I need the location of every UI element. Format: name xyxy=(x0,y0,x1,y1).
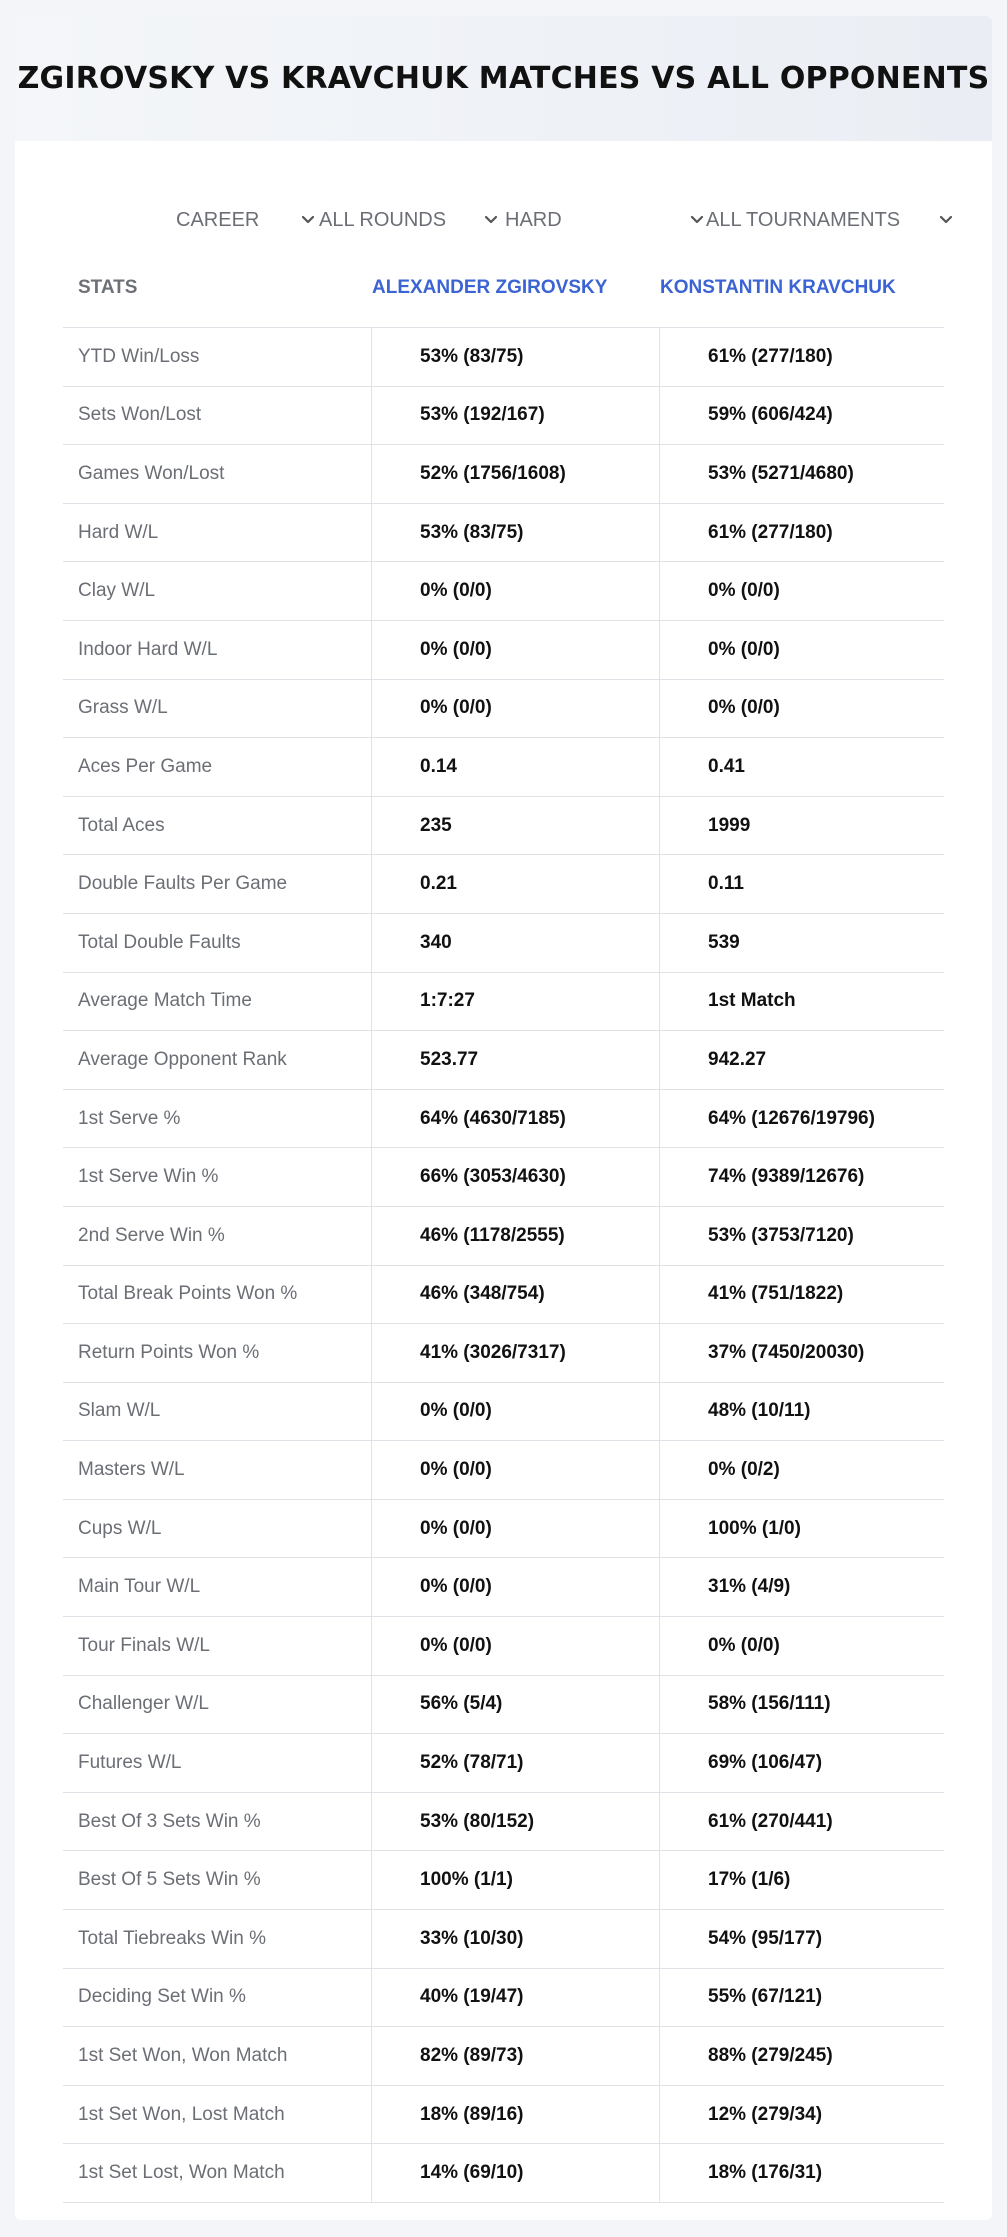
column-divider xyxy=(659,2027,660,2085)
column-divider xyxy=(659,328,660,386)
period-select[interactable] xyxy=(176,192,316,248)
stat-label: Best Of 5 Sets Win % xyxy=(78,1869,261,1891)
column-divider xyxy=(659,1266,660,1324)
column-divider xyxy=(659,1734,660,1792)
player1-value: 340 xyxy=(420,931,452,953)
column-divider xyxy=(371,445,372,503)
player2-value: 0% (0/2) xyxy=(708,1459,780,1481)
stat-label: Slam W/L xyxy=(78,1400,161,1422)
stat-label: Aces Per Game xyxy=(78,755,213,777)
player2-value: 100% (1/0) xyxy=(708,1517,801,1539)
player1-value: 56% (5/4) xyxy=(420,1693,503,1715)
column-divider xyxy=(659,1910,660,1968)
stat-label: Sets Won/Lost xyxy=(78,404,202,426)
table-row xyxy=(63,855,944,914)
stats-column-header: STATS xyxy=(78,277,138,298)
stat-label: YTD Win/Loss xyxy=(78,345,200,367)
column-divider xyxy=(371,1207,372,1265)
table-row xyxy=(63,328,944,387)
stat-label: 1st Set Lost, Won Match xyxy=(78,2162,285,2184)
player2-value: 59% (606/424) xyxy=(708,404,833,426)
table-row xyxy=(63,738,944,797)
player1-value: 52% (78/71) xyxy=(420,1752,524,1774)
tournaments-select[interactable] xyxy=(706,192,954,248)
column-divider xyxy=(659,1324,660,1382)
chevron-down-icon xyxy=(689,212,705,228)
chevron-down-icon xyxy=(483,212,499,228)
player1-value: 0% (0/0) xyxy=(420,1517,492,1539)
player2-value: 0% (0/0) xyxy=(708,1634,780,1656)
player1-value: 0% (0/0) xyxy=(420,1400,492,1422)
player1-value: 0.14 xyxy=(420,755,457,777)
column-divider xyxy=(371,1383,372,1441)
rounds-select-value: ALL ROUNDS xyxy=(319,208,447,231)
stat-label: 1st Set Won, Lost Match xyxy=(78,2103,285,2125)
player1-value: 40% (19/47) xyxy=(420,1986,524,2008)
player2-value: 55% (67/121) xyxy=(708,1986,823,2008)
stat-label: Best Of 3 Sets Win % xyxy=(78,1810,261,1832)
player1-value: 0% (0/0) xyxy=(420,580,492,602)
table-row xyxy=(63,1851,944,1910)
table-row xyxy=(63,914,944,973)
player2-value: 54% (95/177) xyxy=(708,1927,823,1949)
column-divider xyxy=(659,445,660,503)
stat-label: Total Aces xyxy=(78,814,165,836)
table-row xyxy=(63,1324,944,1383)
stat-label: Indoor Hard W/L xyxy=(78,638,218,660)
player2-value: 942.27 xyxy=(708,1048,767,1070)
column-divider xyxy=(371,2027,372,2085)
table-row xyxy=(63,1383,944,1442)
player1-value: 100% (1/1) xyxy=(420,1869,513,1891)
table-row xyxy=(63,1676,944,1735)
column-divider xyxy=(659,680,660,738)
player1-value: 41% (3026/7317) xyxy=(420,1341,566,1363)
player1-value: 53% (83/75) xyxy=(420,345,524,367)
column-divider xyxy=(659,1500,660,1558)
table-row xyxy=(63,562,944,621)
table-row xyxy=(63,1617,944,1676)
column-divider xyxy=(659,855,660,913)
column-divider xyxy=(659,1851,660,1909)
player2-value: 61% (277/180) xyxy=(708,345,833,367)
table-row xyxy=(63,1207,944,1266)
player1-value: 1:7:27 xyxy=(420,990,475,1012)
player1-value: 46% (348/754) xyxy=(420,1283,545,1305)
player1-value: 523.77 xyxy=(420,1048,479,1070)
player2-value: 0.41 xyxy=(708,755,745,777)
table-body xyxy=(63,328,944,2203)
player2-value: 58% (156/111) xyxy=(708,1693,831,1715)
player1-value: 0% (0/0) xyxy=(420,1459,492,1481)
chevron-down-icon xyxy=(938,212,954,228)
player1-value: 53% (83/75) xyxy=(420,521,524,543)
stat-label: Total Break Points Won % xyxy=(78,1283,298,1305)
column-divider xyxy=(371,1441,372,1499)
column-divider xyxy=(371,1324,372,1382)
player2-value: 31% (4/9) xyxy=(708,1576,791,1598)
stat-label: Hard W/L xyxy=(78,521,159,543)
column-divider xyxy=(371,2144,372,2202)
column-divider xyxy=(371,1676,372,1734)
column-divider xyxy=(371,1793,372,1851)
table-header xyxy=(63,248,944,328)
player2-value: 41% (751/1822) xyxy=(708,1283,844,1305)
player1-value: 66% (3053/4630) xyxy=(420,1166,566,1188)
table-row xyxy=(63,1266,944,1325)
column-divider xyxy=(659,562,660,620)
table-row xyxy=(63,2144,944,2203)
column-divider xyxy=(659,1383,660,1441)
surface-select[interactable] xyxy=(505,192,705,248)
player2-value: 61% (270/441) xyxy=(708,1810,833,1832)
table-row xyxy=(63,504,944,563)
player1-value: 235 xyxy=(420,814,452,836)
table-row xyxy=(63,1910,944,1969)
player1-value: 14% (69/10) xyxy=(420,2162,524,2184)
table-row xyxy=(63,973,944,1032)
player1-value: 53% (192/167) xyxy=(420,404,545,426)
column-divider xyxy=(371,1500,372,1558)
player1-value: 82% (89/73) xyxy=(420,2045,524,2067)
player2-value: 69% (106/47) xyxy=(708,1752,823,1774)
column-divider xyxy=(659,621,660,679)
player1-value: 0% (0/0) xyxy=(420,638,492,660)
table-row xyxy=(63,445,944,504)
stat-label: 2nd Serve Win % xyxy=(78,1224,225,1246)
stats-card xyxy=(15,16,992,2220)
stat-label: Tour Finals W/L xyxy=(78,1634,210,1656)
column-divider xyxy=(371,1910,372,1968)
column-divider xyxy=(371,1558,372,1616)
stat-label: 1st Serve Win % xyxy=(78,1166,219,1188)
stat-label: Average Match Time xyxy=(78,990,252,1012)
player2-value: 0% (0/0) xyxy=(708,697,780,719)
column-divider xyxy=(659,1031,660,1089)
stat-label: Cups W/L xyxy=(78,1517,162,1539)
stat-label: Average Opponent Rank xyxy=(78,1048,287,1070)
stat-label: Double Faults Per Game xyxy=(78,873,288,895)
table-row xyxy=(63,1558,944,1617)
table-row xyxy=(63,2086,944,2145)
table-row xyxy=(63,1148,944,1207)
table-row xyxy=(63,1031,944,1090)
player2-value: 48% (10/11) xyxy=(708,1400,811,1422)
stat-label: 1st Serve % xyxy=(78,1107,181,1129)
player1-value: 0.21 xyxy=(420,873,457,895)
player2-value: 539 xyxy=(708,931,740,953)
stat-label: 1st Set Won, Won Match xyxy=(78,2045,288,2067)
rounds-select[interactable] xyxy=(319,192,499,248)
player1-value: 52% (1756/1608) xyxy=(420,462,566,484)
player2-column-header[interactable]: KONSTANTIN KRAVCHUK xyxy=(660,277,896,298)
player2-value: 18% (176/31) xyxy=(708,2162,823,2184)
column-divider xyxy=(659,1558,660,1616)
column-divider xyxy=(659,1617,660,1675)
filter-bar xyxy=(15,192,992,248)
player1-value: 64% (4630/7185) xyxy=(420,1107,566,1129)
column-divider xyxy=(659,1207,660,1265)
column-divider xyxy=(659,1090,660,1148)
stat-label: Total Tiebreaks Win % xyxy=(78,1927,266,1949)
tournaments-select-value: ALL TOURNAMENTS xyxy=(706,208,901,231)
column-divider xyxy=(659,504,660,562)
stat-label: Games Won/Lost xyxy=(78,462,225,484)
column-divider xyxy=(371,914,372,972)
column-divider xyxy=(371,1090,372,1148)
column-divider xyxy=(371,738,372,796)
card-header xyxy=(15,16,992,141)
column-divider xyxy=(659,1676,660,1734)
stat-label: Masters W/L xyxy=(78,1459,185,1481)
player1-value: 0% (0/0) xyxy=(420,697,492,719)
stat-label: Return Points Won % xyxy=(78,1341,260,1363)
column-divider xyxy=(371,1031,372,1089)
player2-value: 74% (9389/12676) xyxy=(708,1166,865,1188)
table-row xyxy=(63,680,944,739)
table-row xyxy=(63,1793,944,1852)
table-row xyxy=(63,621,944,680)
column-divider xyxy=(659,2086,660,2144)
stat-label: Deciding Set Win % xyxy=(78,1986,246,2008)
column-divider xyxy=(371,504,372,562)
stat-label: Main Tour W/L xyxy=(78,1576,201,1598)
column-divider xyxy=(659,797,660,855)
column-divider xyxy=(371,680,372,738)
column-divider xyxy=(659,973,660,1031)
player2-value: 1999 xyxy=(708,814,751,836)
column-divider xyxy=(371,328,372,386)
column-divider xyxy=(371,2086,372,2144)
player1-value: 0% (0/0) xyxy=(420,1576,492,1598)
player1-value: 53% (80/152) xyxy=(420,1810,535,1832)
stat-label: Grass W/L xyxy=(78,697,168,719)
chevron-down-icon xyxy=(300,212,316,228)
column-divider xyxy=(371,1851,372,1909)
page-title: ZGIROVSKY VS KRAVCHUK MATCHES VS ALL OPPONENTS xyxy=(17,61,990,96)
stats-table xyxy=(63,248,944,2203)
player2-value: 64% (12676/19796) xyxy=(708,1107,875,1129)
column-divider xyxy=(659,387,660,445)
player2-value: 88% (279/245) xyxy=(708,2045,833,2067)
column-divider xyxy=(371,1969,372,2027)
column-divider xyxy=(371,855,372,913)
stat-label: Challenger W/L xyxy=(78,1693,209,1715)
column-divider xyxy=(659,738,660,796)
period-select-value: CAREER xyxy=(176,208,260,231)
table-row xyxy=(63,1090,944,1149)
column-divider xyxy=(371,387,372,445)
player2-value: 53% (3753/7120) xyxy=(708,1224,854,1246)
stat-label: Total Double Faults xyxy=(78,931,241,953)
column-divider xyxy=(371,621,372,679)
column-divider xyxy=(659,2144,660,2202)
player1-value: 33% (10/30) xyxy=(420,1927,524,1949)
column-divider xyxy=(371,562,372,620)
table-row xyxy=(63,2027,944,2086)
column-divider xyxy=(659,1969,660,2027)
table-row xyxy=(63,1734,944,1793)
column-divider xyxy=(371,1734,372,1792)
player2-value: 17% (1/6) xyxy=(708,1869,791,1891)
column-divider xyxy=(371,973,372,1031)
table-row xyxy=(63,797,944,856)
column-divider xyxy=(371,1148,372,1206)
table-row xyxy=(63,387,944,446)
table-row xyxy=(63,1500,944,1559)
table-row xyxy=(63,1969,944,2028)
column-divider xyxy=(659,914,660,972)
table-row xyxy=(63,1441,944,1500)
column-divider xyxy=(659,1793,660,1851)
column-divider xyxy=(371,1266,372,1324)
player2-value: 12% (279/34) xyxy=(708,2103,823,2125)
surface-select-value: HARD xyxy=(505,208,562,231)
stat-label: Futures W/L xyxy=(78,1752,182,1774)
column-divider xyxy=(659,1441,660,1499)
stat-label: Clay W/L xyxy=(78,580,156,602)
player1-column-header[interactable]: ALEXANDER ZGIROVSKY xyxy=(372,277,608,298)
column-divider xyxy=(371,797,372,855)
player2-value: 61% (277/180) xyxy=(708,521,833,543)
column-divider xyxy=(371,1617,372,1675)
player1-value: 18% (89/16) xyxy=(420,2103,524,2125)
player2-value: 1st Match xyxy=(708,990,796,1012)
player2-value: 0% (0/0) xyxy=(708,638,780,660)
column-divider xyxy=(659,1148,660,1206)
player2-value: 53% (5271/4680) xyxy=(708,462,854,484)
player2-value: 0.11 xyxy=(708,873,744,895)
player2-value: 0% (0/0) xyxy=(708,580,780,602)
player1-value: 0% (0/0) xyxy=(420,1634,492,1656)
player1-value: 46% (1178/2555) xyxy=(420,1224,565,1246)
player2-value: 37% (7450/20030) xyxy=(708,1341,865,1363)
